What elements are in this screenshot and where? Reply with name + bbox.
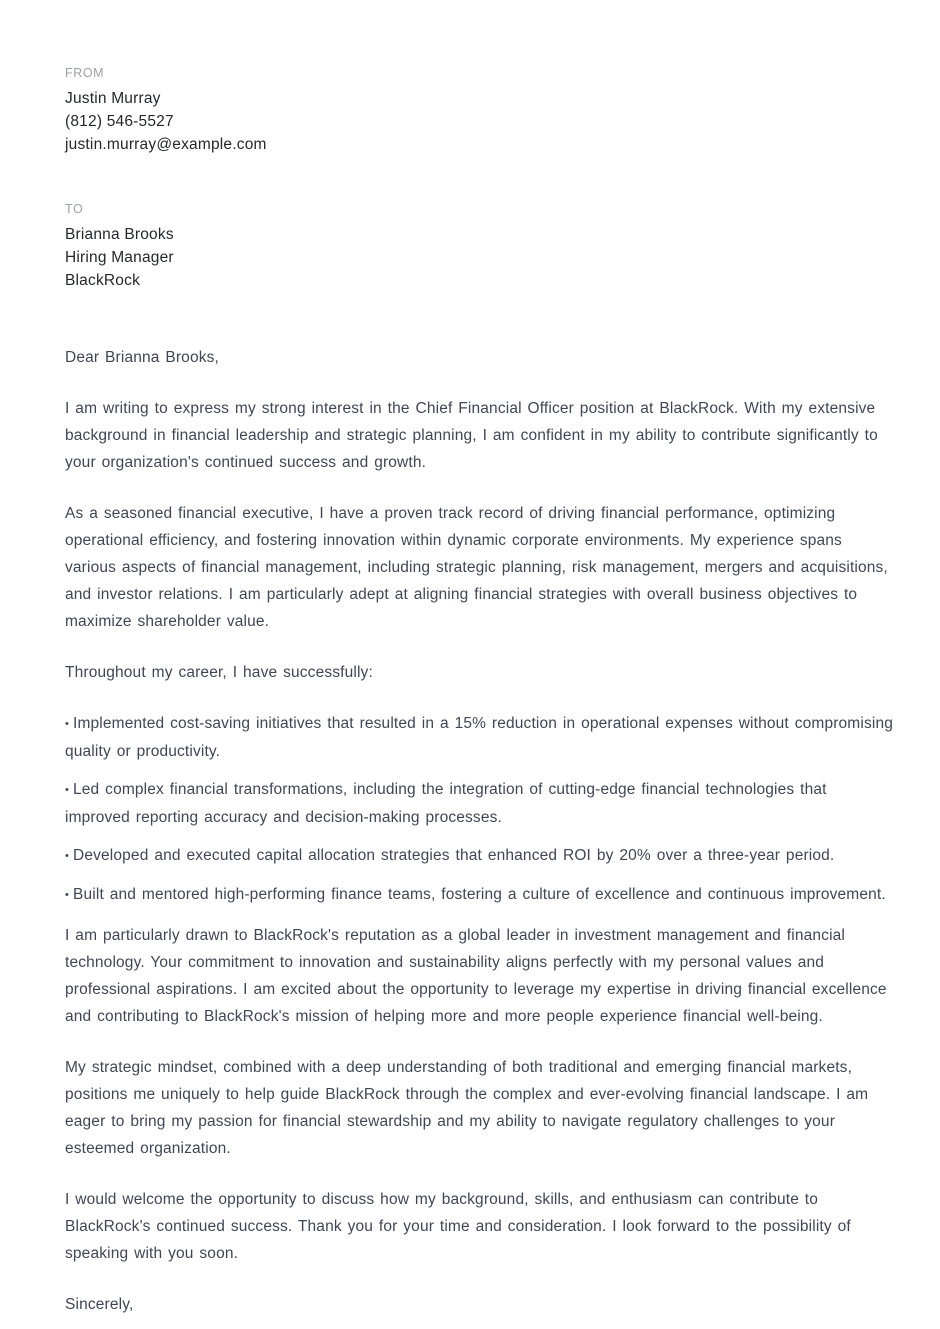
bullet-item [65,776,893,831]
body-paragraph: I would welcome the opportunity to discuss how my background, skills, and enthusiasm can contribute to BlackRock's continued success. Thank you for your time and consideration. I look forward to the possibility of speaking with you soon. [65,1191,851,1262]
sender-email: justin.murray@example.com [65,136,267,153]
recipient-name: Brianna Brooks [65,226,174,243]
body-paragraph: My strategic mindset, combined with a deep understanding of both traditional and emerging financial markets, positions me uniquely to help guide BlackRock through the complex and ever-evolving financial landscape. I am eager to bring my passion for financial stewardship and my ability to navigate regulatory challenges to your esteemed organization. [65,1059,869,1157]
sender-label: FROM [65,66,105,80]
sender-name: Justin Murray [65,90,161,107]
bullet-item [65,710,893,765]
bullet-list [65,710,893,909]
bullet-marker: • [65,784,70,796]
sender-block [65,65,893,156]
bullet-item [65,881,893,909]
bullet-item [65,842,893,870]
bullet-text: Developed and executed capital allocation strategies that enhanced ROI by 20% over a three-year period. [73,847,835,864]
recipient-block [65,201,893,292]
bullet-marker: • [65,850,70,862]
body-paragraph: As a seasoned financial executive, I have a proven track record of driving financial performance, optimizing operational efficiency, and fostering innovation within dynamic corporate environments. My experience spans various aspects of financial management, including strategic planning, risk management, mergers and acquisitions, and investor relations. I am particularly adept at aligning financial strategies with overall business objectives to maximize shareholder value. [65,505,888,630]
bullet-text: Led complex financial transformations, including the integration of cutting-edge financial technologies that improved reporting accuracy and decision-making processes. [65,781,827,826]
recipient-title: Hiring Manager [65,249,174,266]
sender-phone: (812) 546-5527 [65,113,174,130]
body-paragraph: Throughout my career, I have successfully: [65,664,373,681]
bullet-marker: • [65,718,70,730]
bullet-text: Built and mentored high-performing finance teams, fostering a culture of excellence and continuous improvement. [73,886,886,903]
body-paragraph: I am particularly drawn to BlackRock's reputation as a global leader in investment management and financial technology. Your commitment to innovation and sustainability aligns perfectly with my personal values and professional aspirations. I am excited about the opportunity to leverage my expertise in driving financial excellence and contributing to BlackRock's mission of helping more and more people experience financial well-being. [65,927,887,1025]
recipient-company: BlackRock [65,272,141,289]
salutation: Dear Brianna Brooks, [65,349,219,366]
bullet-text: Implemented cost-saving initiatives that resulted in a 15% reduction in operational expenses without compromising quality or productivity. [65,715,893,760]
recipient-label: TO [65,202,84,216]
bullet-marker: • [65,889,70,901]
body-paragraph: I am writing to express my strong interest in the Chief Financial Officer position at BlackRock. With my extensive background in financial leadership and strategic planning, I am confident in my ability to contribute significantly to your organization's continued success and growth. [65,400,878,471]
letter-body [65,344,893,1318]
signoff: Sincerely, [65,1296,134,1313]
